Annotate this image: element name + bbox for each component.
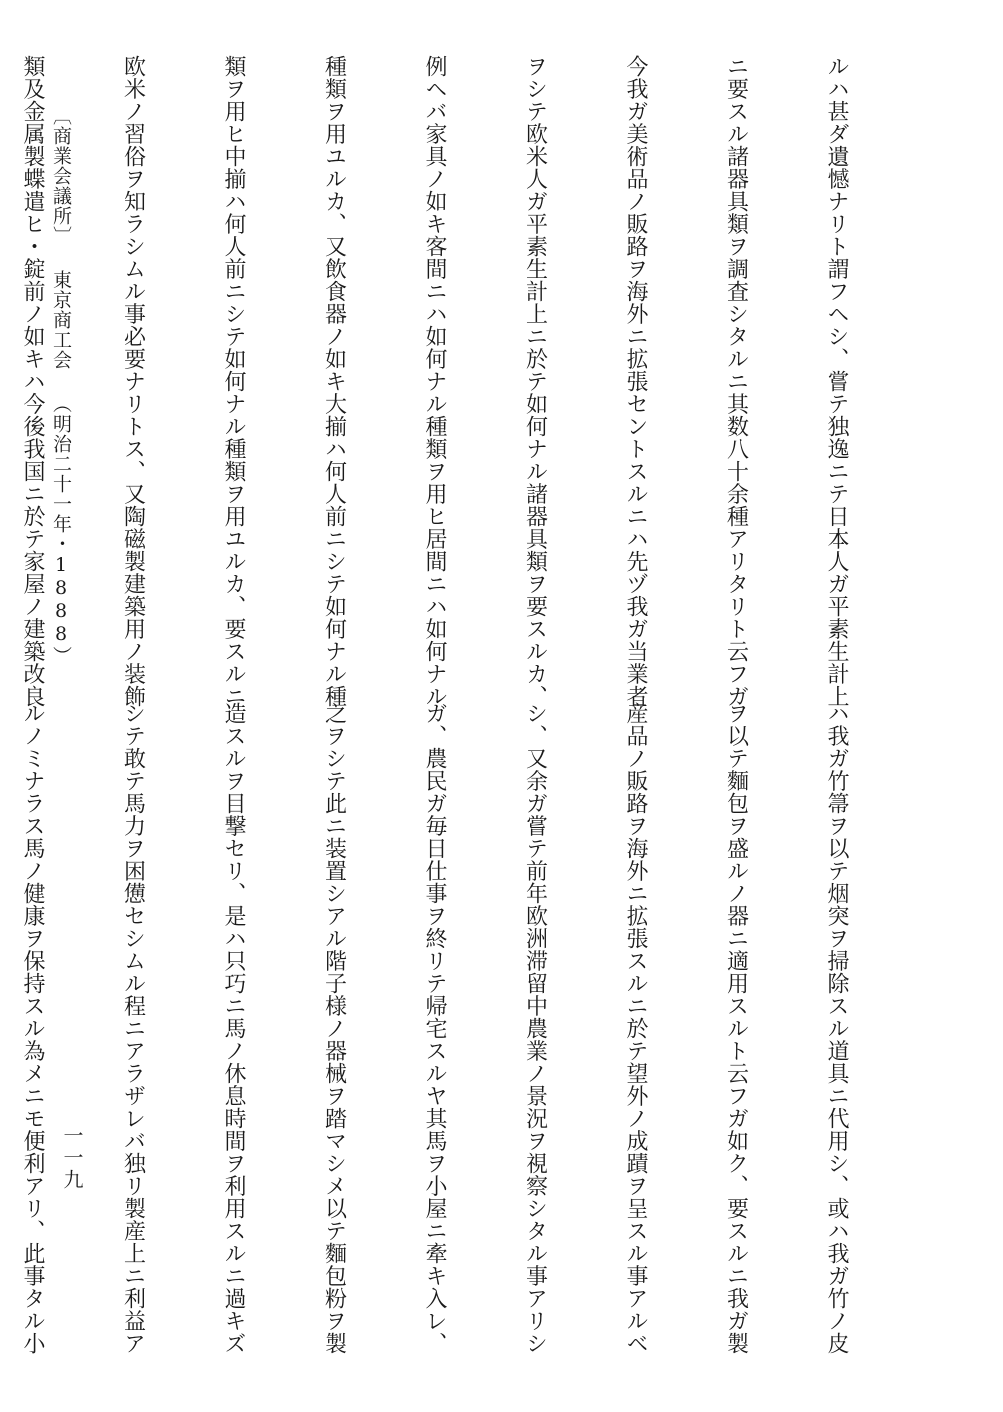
text-line: 例ヘバ家具ノ如キ客間ニハ如何ナル種類ヲ用ヒ居間ニハ如何ナル [422,55,447,708]
text-line: ヲ以テ麵包ヲ盛ルノ器ニ適用スルト云フガ如ク、要スルニ我ガ製 [723,702,749,1355]
text-line: 造スルヲ目撃セリ、是ハ只巧ニ馬ノ休息時間ヲ利用スルニ過キズ [221,702,246,1355]
text-line: 類及金属製蝶遣ヒ・錠前ノ如キハ今後我国ニ於テ家屋ノ建築改良 [20,55,45,708]
text-line: 之ヲシテ此ニ装置シアル階子様ノ器械ヲ踏マシメ以テ麵包粉ヲ製 [321,702,347,1355]
text-line: ヲシテ欧米人ガ平素生計上ニ於テ如何ナル諸器具類ヲ要スルカ、 [522,55,548,708]
text-line: ルノミナラス馬ノ健康ヲ保持スル為メニモ便利アリ、此事タル小 [20,702,45,1355]
text-line: 類ヲ用ヒ中揃ハ何人前ニシテ如何ナル種類ヲ用ユルカ、要スルニ [221,55,246,708]
text-line: ルハ甚ダ遺憾ナリト謂フヘシ、嘗テ独逸ニテ日本人ガ平素生計上 [824,55,849,708]
section-label: 〔商業会議所〕 [50,106,72,246]
running-footer [48,60,97,666]
date-label: （明治二十一年・1888） [50,394,72,666]
text-line: 今我ガ美術品ノ販路ヲ海外ニ拡張セントスルニハ先ヅ我ガ当業者 [623,55,648,708]
text-line: ニ要スル諸器具類ヲ調査シタルニ其数八十余種アリタリト云フガ [723,55,749,708]
text-line: ガ、農民ガ毎日仕事ヲ終リテ帰宅スルヤ其馬ヲ小屋ニ牽キ入レ、 [422,702,447,1355]
publisher-label: 東京商工会 [50,270,72,370]
text-line: シテ敢テ馬力ヲ困憊セシムル程ニアラザレバ独リ製産上ニ利益ア [120,702,146,1355]
text-line: シ、又余ガ嘗テ前年欧洲滞留中農業ノ景況ヲ視察シタル事アリシ [522,702,548,1355]
page-number: 一一九 [60,1125,84,1191]
text-line: ハ我ガ竹箒ヲ以テ烟突ヲ掃除スル道具ニ代用シ、或ハ我ガ竹ノ皮 [824,702,849,1355]
text-line: 種類ヲ用ユルカ、又飲食器ノ如キ大揃ハ何人前ニシテ如何ナル種 [321,55,347,708]
text-line: 欧米ノ習俗ヲ知ラシムル事必要ナリトス、又陶磁製建築用ノ装飾 [120,55,146,708]
text-line: 産品ノ販路ヲ海外ニ拡張スルニ於テ望外ノ成蹟ヲ呈スル事アルベ [623,702,648,1355]
